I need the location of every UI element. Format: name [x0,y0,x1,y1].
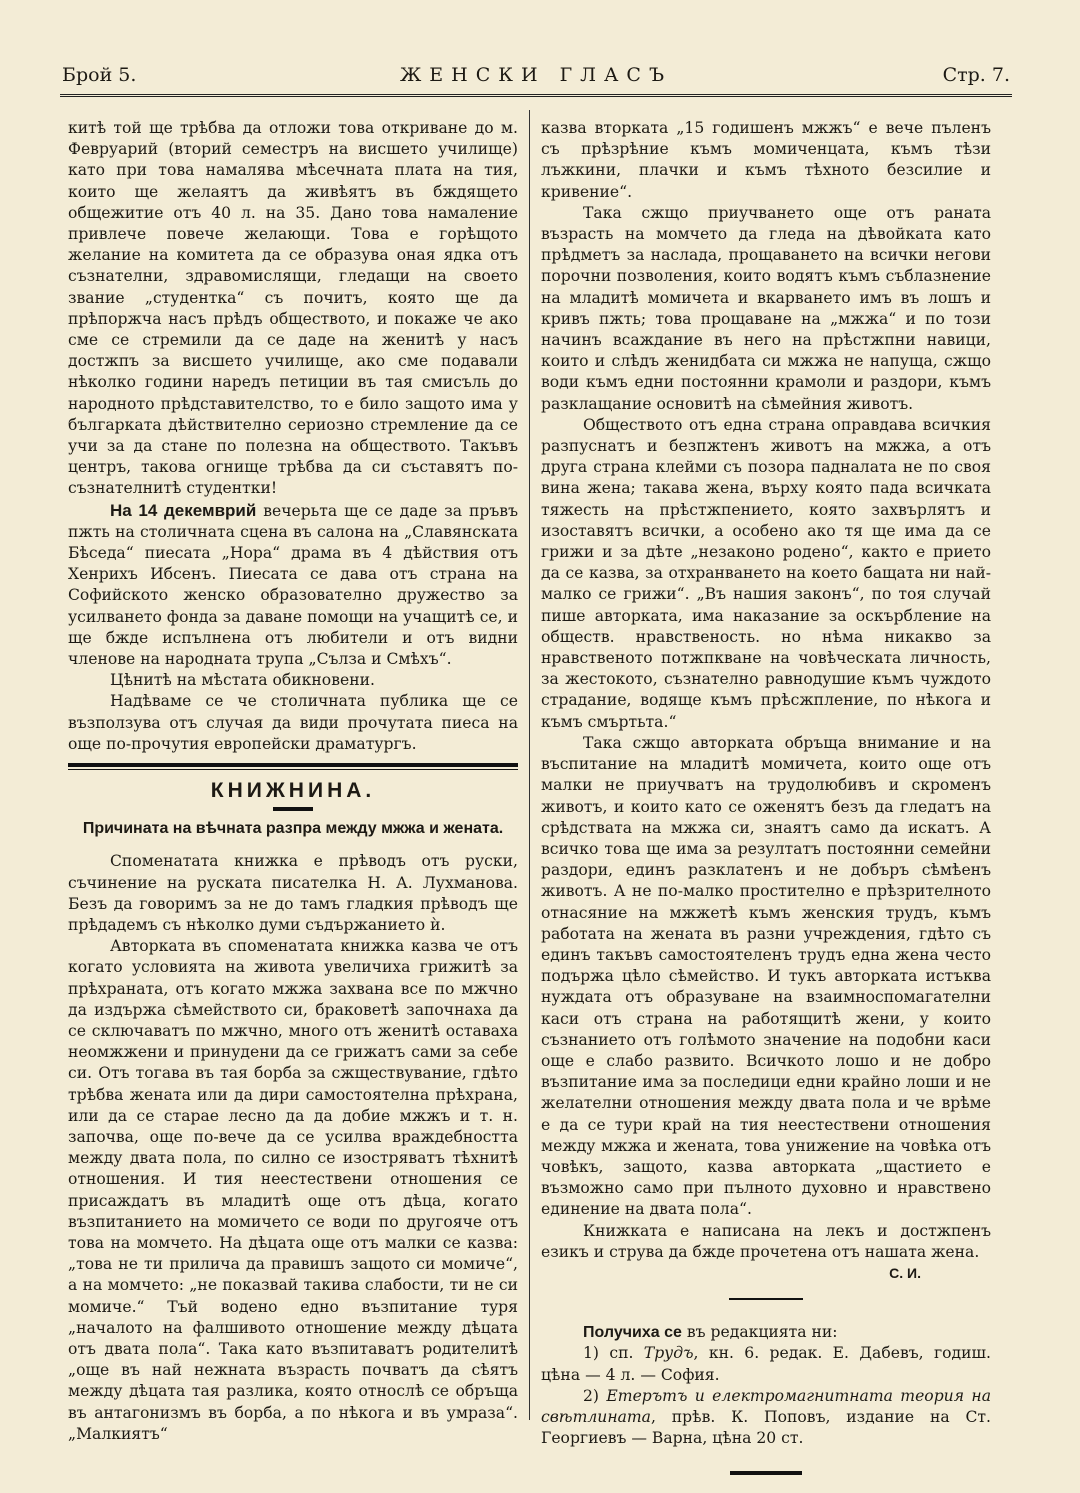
received-item-1 [541,1343,991,1385]
announcement-date: На 14 декемврий [110,500,257,520]
right-paragraph-2: Така сжщо приучването още отъ раната възрасть на момчето да гледа на дѣвойката като прѣдметъ за наслада, прощаването на всички негови порочни позволения, които водятъ къмъ съблазнение на младитѣ момичета и вкарването имъ въ лошъ и кривъ пжть; това прощаване на „мжжа“ и по този начинъ всаждание въ него на прѣстжпни навици, които и слѣдъ женидбата си мжжа не напуща, сжщо води къмъ едни постоянни крамоли и раздори, къмъ разклащание основитѣ на сѣмейния животъ. [541,203,991,413]
column-divider [529,110,530,1420]
left-column [68,118,518,1445]
item-2-title: Етерътъ и електромагнитната теория на свѣтлината [541,1386,992,1426]
section-heading: КНИЖНИНА. [210,779,376,803]
article-heading: Причината на вѣчната разпра между мжжа и жената. [82,820,504,838]
end-rule [730,1471,802,1475]
right-paragraph-4: Така сжщо авторката обръща внимание и на въспитание на младитѣ момичета, които още отъ малки не приучватъ на трудолюбивъ и скроменъ животъ, и които като се оженятъ безъ да гледатъ на срѣдствата на мжжа си, знаятъ само да искатъ. А всичко това ще има за резултатъ постоянни семейни раздори, единъ разклатенъ и не добъръ сѣмѣенъ животъ. А не по-малко простително е прѣзрителното отнасяние на мжжетѣ къмъ женския трудъ, къмъ работата на жената въ разни учреждения, гдѣто съ единъ такъвъ самостоятеленъ трудъ една жена често подържа цѣло сѣмейство. И тукъ авторката истъква нуждата отъ образуване на взаимноспомагателни каси отъ страна на работящитѣ жени, у които съзнанието отъ голѣмото значение на подобни каси още е слабо развито. Всичкото лошо и не добро възпитание има за последици едни крайно лоши и не желателни отношения между двата пола и че врѣме е да се тури край на тия неестествени отношения между мжжа и жената, това унижение на човѣка отъ човѣкъ, защото, казва авторката „щастието е възможно само при пълното духовно и нравствено единение на двата пола“. [541,733,991,1219]
received-heading: Получиха се [583,1324,682,1342]
announcement-text: вечерьта ще се даде за пръвъ пжть на столичната сцена въ салона на „Славянската Бѣседа“ пиесата „Нора“ драма въ 4 дѣйствия отъ Хенрихъ Ибсенъ. Пиесата се дава отъ страна на Софийското женско образователно дружество за усилването фонда за даване помощи на учащитѣ се, и ще бжде испълнена отъ любители и отъ видни членове на народната трупа „Сълза и Смѣхъ“. [68,501,518,669]
page-header [62,60,1010,94]
left-paragraph-3: Цѣнитѣ на мѣстата обикновени. [110,671,375,690]
left-paragraph-1: китѣ той ще трѣбва да отложи това откриване до м. Февруарий (вторий семестръ на висшето училище) като при това намалява мѣсечната плата на тия, които ще желаятъ да живѣятъ въ бждящето общежитие отъ 40 л. на 35. Дано това намаление привлече повече желающи. Това е горѣщото желание на комитета да се образува оная ядка отъ съзнателни, здравомислящи, гледащи на своето звание „студентка“ съ почитъ, която ще да прѣпоржча насъ прѣдъ обществото, и покаже че ако сме се стремили да се даде на женитѣ у насъ достжпъ за висшето училище, ако сме подавали нѣколко години наредъ петиции въ тая смисъль до народното прѣдставителство, то е било защото има у българката дѣйствително сериозно стремление да се учи за да стане по полезна на обществото. Такъвъ центръ, такова огнище трѣбва да си съставятъ по-съзнателнитѣ студентки! [68,119,518,498]
section-dash [273,807,313,811]
received-item-2 [541,1386,991,1450]
right-paragraph-3: Обществото отъ една страна оправдава всичкия разпуснатъ и безпжтенъ животъ на мжжа, а отъ друга страна клейми съ позора падналата не по своя вина жена; такава жена, върху която пада всичката тяжесть на прѣстжпението, която захвърлятъ и изоставятъ всички, а особено ако тя ще има да се грижи и за дѣте „незаконо родено“, както е прието да се казва, за отхранването на което бащата ни най-малко се грижи“. „Въ нашия законъ“, по тоя случай пише авторката, има наказание за оскърбление на обществ. нравственость. но нѣма никакво за нравственото потжпкване на човѣческата личность, за жестокото, съзнателно равнодушие къмъ чуждото страдание, водяще къмъ прѣсжпление, по нѣкога и къмъ смъртьта.“ [541,415,991,731]
short-rule [729,1298,803,1300]
item-1-details: , кн. 6. редак. Е. Дабевъ, годиш. цѣна — 4 л. — София. [541,1344,991,1384]
received-text: въ редакцията ни: [681,1323,838,1342]
author-signature: С. И. [889,1264,921,1281]
item-2-details: , прѣв. К. Поповъ, издание на Ст. Георгиевъ — Варна, цѣна 20 ст. [541,1407,991,1448]
right-paragraph-1: казва вторката „15 годишенъ мжжъ“ е вече пъленъ съ прѣзрѣние къмъ момиченцата, къмъ тѣзи лъжкини, плачки и къмъ тѣхното безсилие и кривение“. [541,119,991,201]
left-paragraph-5: Споменатата книжка е прѣводъ отъ руски, съчинение на руската писателка Н. А. Лухманова. Безъ да говоримъ за не до тамъ гладкия прѣводъ ще прѣдадемъ съ нѣколко думи съдържанието ѝ. [68,852,518,934]
right-paragraph-5: Книжката е написана на лекъ и достжпенъ езикъ и струва да бжде прочетена отъ нашата жена. [541,1221,991,1261]
left-paragraph-6: Авторката въ споменатата книжка казва че отъ когато условията на живота увеличиха грижитѣ за прѣхраната, отъ когато мжжа захвана все по мжчно да издържа сѣмейството си, браковетѣ започнаха да се сключаватъ по мжчно, много отъ женитѣ оставаха неомжжени и принудени да се грижатъ сами за себе си. Отъ тогава въ тая борба за сжществувание, гдѣто трѣбва жената или да дири самостоятелна прѣхрана, или да се старае лесно да да добие мжжъ и т. н. започва, още по-вече да се усилва враждебността между двата пола, по силно се изостряватъ тѣхнитѣ отношения. И тия неестествени отношения се присаждатъ въ младитѣ още отъ дѣца, когато възпитанието на момичето се води по другояче отъ това на момчето. На дѣцата още отъ малки се казва: „това не ти прилича да правишъ защото си момиче“, а на момчето: „не показвай такива слабости, ти не си момиче.“ Тъй водено едно възпитание туря „началото на фалшивото отношение между дѣцата отъ двата пола“. Така като възпитаватъ родителитѣ „още въ най нежната възрасть почватъ да сѣятъ между дѣцата тая разлика, която относлѣ се обръща въ антагонизмъ въ борба, а по нѣкога и въ умраза“. „Малкиятъ“ [68,937,518,1443]
page-number: Стр. 7. [942,64,1010,86]
received-line [541,1322,991,1343]
left-paragraph-4: Надѣваме се че столичната публика ще се възползува отъ случая да види прочутата пиеса на още по-прочутия европейски драматургъ. [68,692,518,753]
right-column [541,118,991,1475]
item-1-title: Трудъ [643,1344,694,1363]
header-rule [60,94,1012,97]
masthead-title: ЖЕНСКИ ГЛАСЪ [399,64,673,86]
section-rule [68,763,518,770]
issue-number: Брой 5. [62,64,137,86]
item-1-number: 1) сп. [583,1344,644,1363]
item-2-number: 2) [583,1386,607,1405]
left-paragraph-2 [68,500,518,671]
